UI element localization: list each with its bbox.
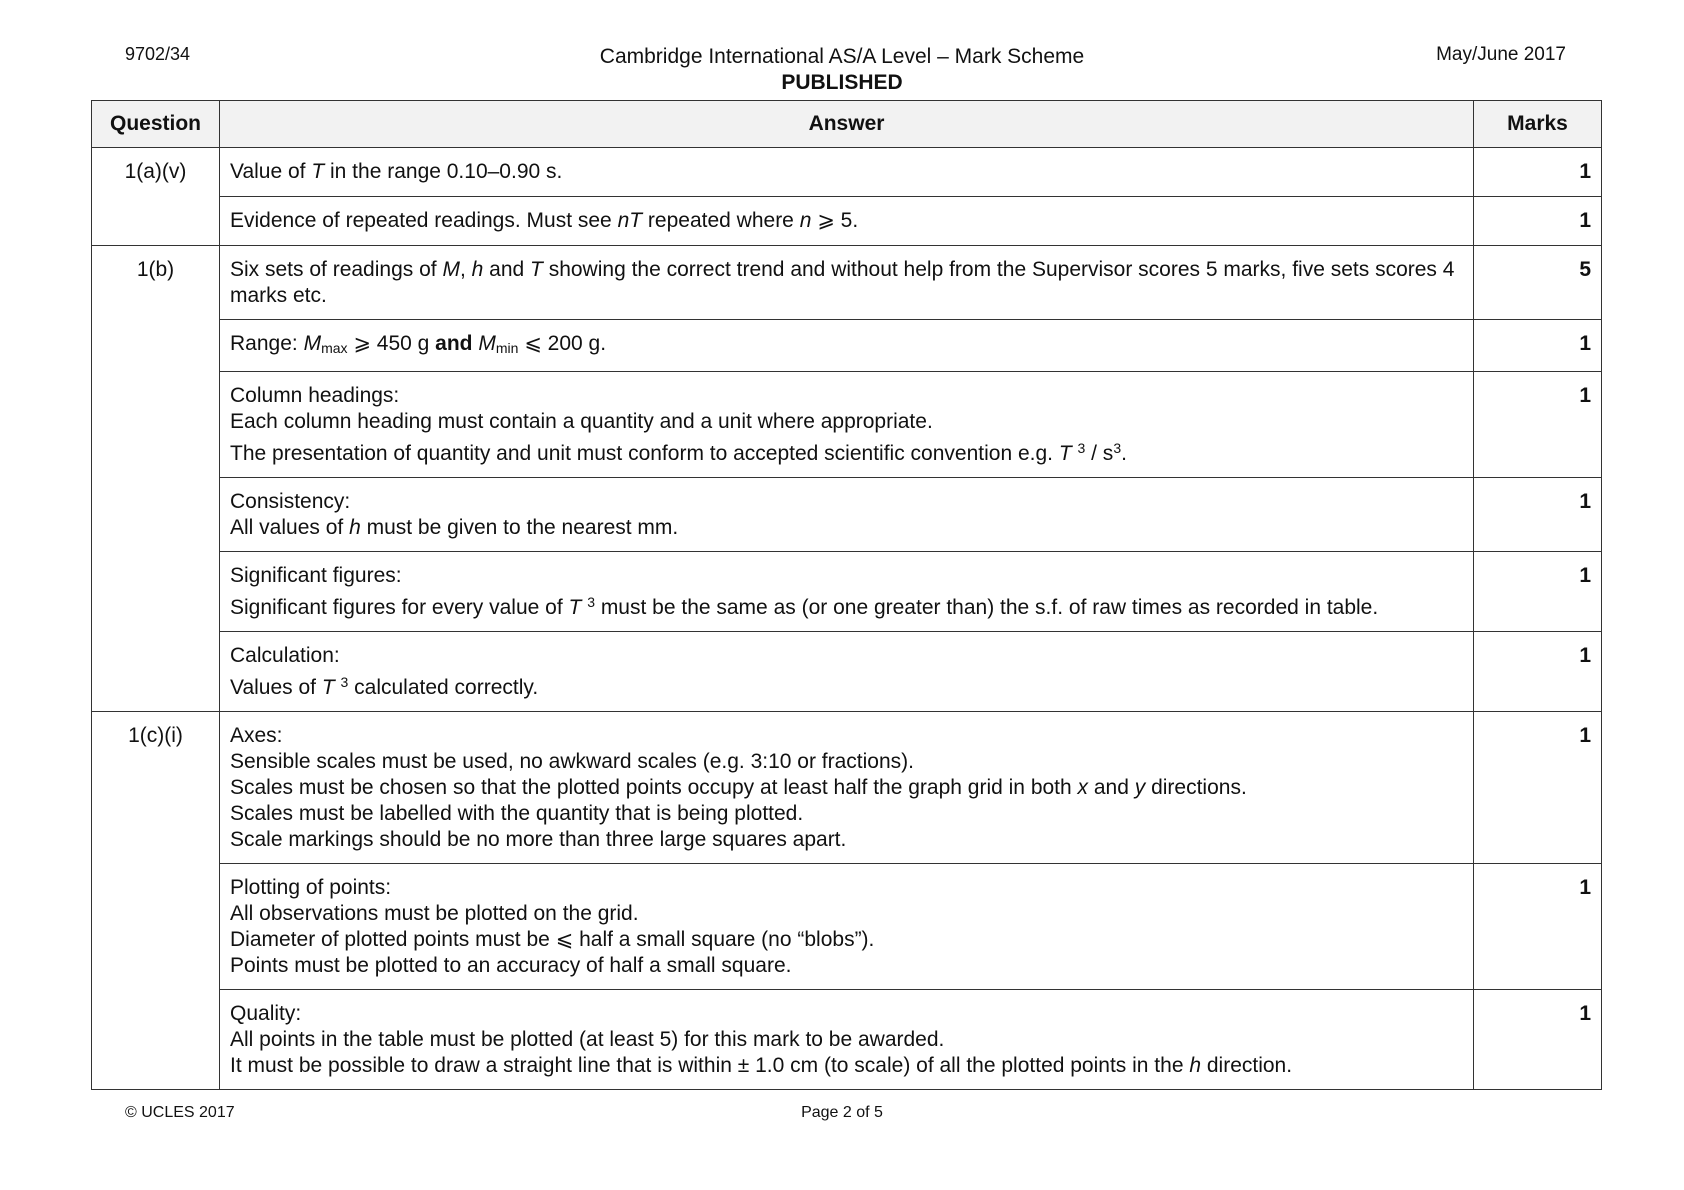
marks-cell: 1 [1474,197,1602,246]
answer-column-header: Answer [220,101,1474,148]
question-number: 1(b) [92,246,220,712]
question-column-header: Question [92,101,220,148]
paper-code: 9702/34 [125,44,191,64]
mark-scheme-table [91,100,1602,1090]
table-row [92,148,1602,197]
copyright-notice: © UCLES 2017 [125,1104,235,1121]
answer-cell: Value of T in the range 0.10–0.90 s. [220,148,1474,197]
published-label: PUBLISHED [781,71,903,94]
table-row [92,320,1602,372]
answer-cell: Calculation: Values of T $^3$ calculated correctly. [220,632,1474,712]
page-number: Page 2 of 5 [801,1104,883,1121]
question-number: 1(a)(v) [92,148,220,246]
answer-cell: Evidence of repeated readings. Must see nT repeated where n ⩾ 5. [220,197,1474,246]
table-row [92,864,1602,990]
table-row [92,197,1602,246]
marks-cell: 1 [1474,552,1602,632]
title-text: Cambridge International AS/A Level – Mark Scheme [599,45,1085,68]
table-header-row [92,101,1602,148]
marks-cell: 1 [1474,372,1602,478]
marks-cell: 1 [1474,148,1602,197]
marks-cell: 1 [1474,632,1602,712]
document-title [0,44,1684,96]
table-row [92,372,1602,478]
answer-cell: Quality: All points in the table must be plotted (at least 5) for this mark to be awarded. It must be possible to draw a straight line that is within ± 1.0 cm (to scale) of all the plotted points in the h direction. [220,990,1474,1090]
table-row [92,990,1602,1090]
answer-cell: Significant figures: Significant figures for every value of T $^3$ must be the same as (or one greater than) the s.f. of raw times as recorded in table. [220,552,1474,632]
answer-cell: Axes: Sensible scales must be used, no awkward scales (e.g. 3:10 or fractions). Scales must be chosen so that the plotted points occupy at least half the graph grid in both x and y directions. Scales must be labelled with the quantity that is being plotted. Scale markings should be no more than three large squares apart. [220,712,1474,864]
marks-cell: 1 [1474,990,1602,1090]
table-row [92,632,1602,712]
marks-cell: 1 [1474,478,1602,552]
marks-column-header: Marks [1474,101,1602,148]
marks-cell: 1 [1474,712,1602,864]
marks-cell: 1 [1474,320,1602,372]
answer-cell: Column headings: Each column heading must contain a quantity and a unit where appropriate. The presentation of quantity and unit must conform to accepted scientific convention e.g. T $^3 / s^3$. [220,372,1474,478]
table-row [92,712,1602,864]
table-row [92,478,1602,552]
answer-cell: Plotting of points: All observations must be plotted on the grid. Diameter of plotted points must be ⩽ half a small square (no “blobs”). Points must be plotted to an accuracy of half a small square. [220,864,1474,990]
exam-session: May/June 2017 [1436,44,1566,65]
marks-cell: 5 [1474,246,1602,320]
answer-cell: Six sets of readings of M, h and T showing the correct trend and without help from the Supervisor scores 5 marks, five sets scores 4 marks etc. [220,246,1474,320]
table-row [92,552,1602,632]
table-row [92,246,1602,320]
marks-cell: 1 [1474,864,1602,990]
answer-cell: Consistency: All values of h must be given to the nearest mm. [220,478,1474,552]
question-number: 1(c)(i) [92,712,220,1090]
answer-cell: Range: $M_{max}$ ⩾ 450 g and $M_{min}$ ⩽ 200 g. [220,320,1474,372]
